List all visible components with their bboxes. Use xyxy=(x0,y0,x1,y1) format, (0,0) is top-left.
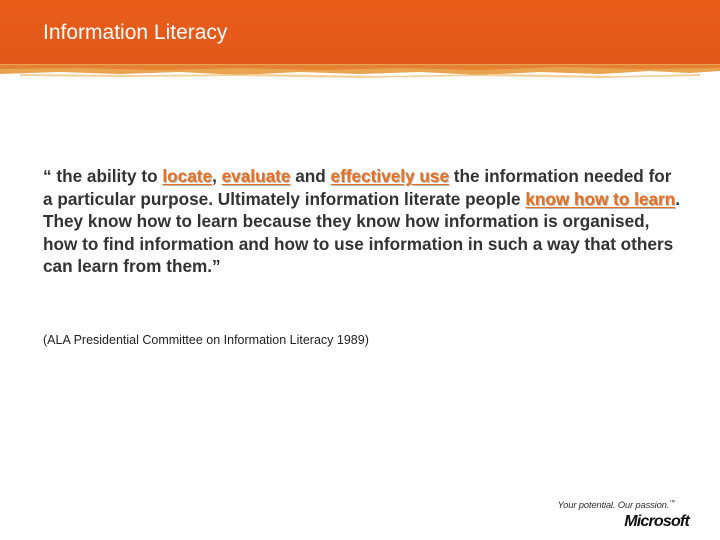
quote-text: , xyxy=(212,166,222,186)
microsoft-logo: Microsoft xyxy=(624,513,689,531)
slide-header-bar xyxy=(0,0,720,64)
tagline xyxy=(529,500,675,511)
trademark-mark: ™ xyxy=(669,500,675,506)
footer-brand xyxy=(529,500,689,531)
highlight-effectively-use: effectively use xyxy=(330,166,449,186)
brush-stroke-divider xyxy=(0,62,720,82)
quote-text: and xyxy=(290,166,331,186)
highlight-evaluate: evaluate xyxy=(221,166,291,186)
definition-quote xyxy=(43,165,683,278)
quote-text: the information needed for a particular purpose. Ultimately information literate people xyxy=(43,166,672,209)
quote-text: . They know how to learn because they know how information is organised, how to find information and how to use information in such a way that others can learn from them.” xyxy=(43,188,681,277)
slide-title: Information Literacy xyxy=(43,21,228,44)
citation: (ALA Presidential Committee on Information Literacy 1989) xyxy=(43,333,369,347)
highlight-locate: locate xyxy=(162,166,213,186)
quote-text: “ the ability to xyxy=(43,166,163,186)
highlight-know-how-to-learn: know how to learn xyxy=(525,188,676,209)
tagline-text: Your potential. Our passion. xyxy=(557,500,670,512)
